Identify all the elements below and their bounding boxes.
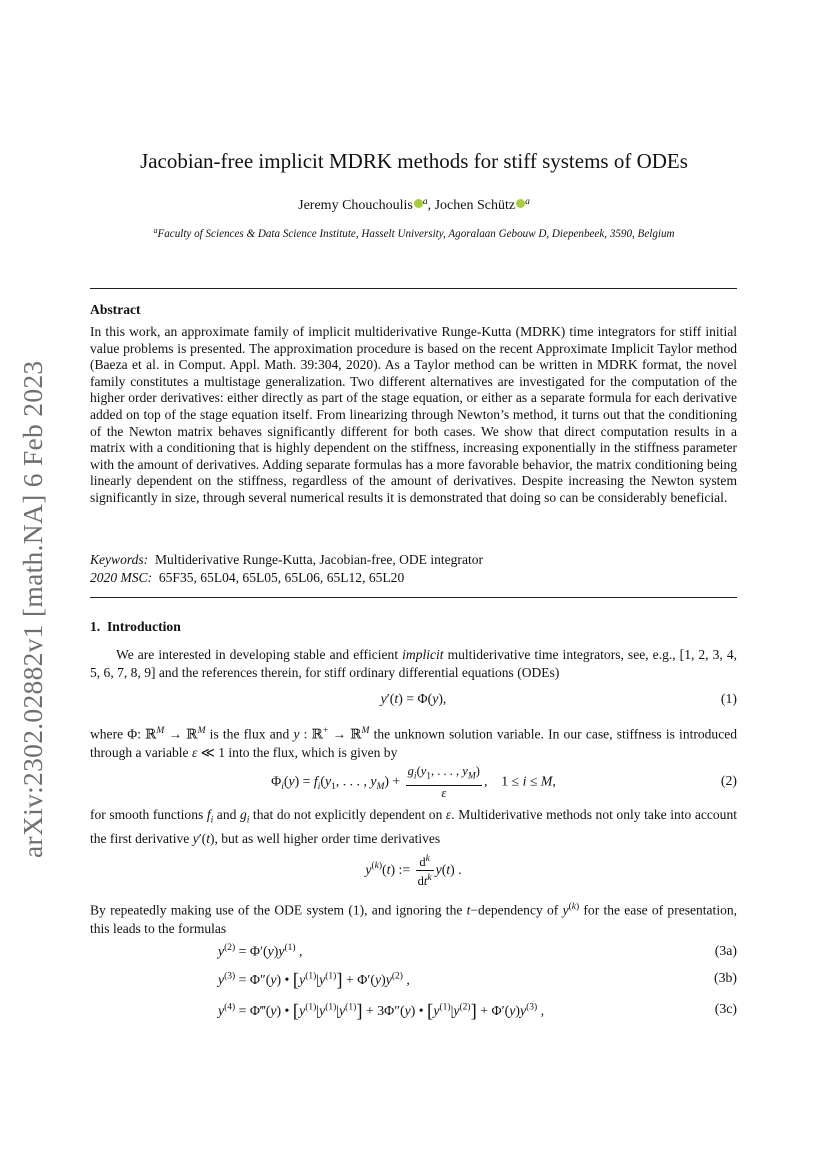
text-run: for the ease of presentation, this leads to the formulas	[90, 902, 738, 936]
section-number: 1.	[90, 619, 101, 634]
equation-body: y′(t) = Φ(y),	[380, 691, 447, 706]
text-run: where Φ: ℝ	[90, 726, 157, 742]
text-run: : ℝ	[299, 726, 323, 742]
text-run: is the flux and	[205, 726, 294, 742]
text-run: for smooth functions	[90, 807, 207, 822]
author-list	[90, 197, 738, 214]
formulas-paragraph: By repeatedly making use of the ODE system (1), and ignoring the t−dependency of $y^{(k)}$ for the ease of presentation, this leads to the formulas	[90, 902, 738, 936]
equation-number: (1)	[720, 691, 737, 706]
abstract-heading: Abstract	[90, 302, 141, 317]
text-run: the unknown solution variable. In our case, stiffness is introduced through a variable	[90, 726, 737, 760]
equation-body: $\Phi_i(y) = f_i(y_1$, . . . , $y_M$) + $\frac{g_i(y_1, . . . , y_M)}{\varepsilon}$ , 1 ≤ i ≤ M,	[271, 764, 556, 800]
emphasis: implicit	[402, 647, 444, 662]
affiliation-mark: a	[525, 197, 530, 207]
equation-number: (2)	[720, 773, 737, 788]
text-run: ≪ 1 into the flux, which is given by	[197, 744, 398, 760]
affiliation-mark: a	[422, 197, 428, 207]
smooth-functions-paragraph: for smooth functions $f_i$ and $g_i$ that do not explicitly dependent on ε. Multiderivative methods not only take into account the first derivative y′(t), but as well higher order time derivatives	[90, 807, 737, 846]
equation-1	[90, 686, 737, 714]
equation-number: (3c)	[714, 1001, 737, 1016]
msc-value: 65F35, 65L04, 65L05, 65L06, 65L12, 65L20	[158, 570, 405, 585]
orcid-icon[interactable]	[516, 199, 525, 208]
author-name: Jeremy Chouchoulis	[298, 198, 413, 213]
msc-line	[90, 569, 483, 587]
intro-paragraph	[90, 646, 737, 682]
math-symbol: y	[293, 726, 300, 742]
equation-body: $y^{(2)} = \Phi'(y)y^{(1)}$ ,	[218, 943, 303, 959]
text-run: , but as well higher order time derivatives	[214, 830, 441, 846]
author-separator: ,	[427, 198, 435, 213]
text-run: → ℝ	[164, 726, 198, 742]
equation-3c	[90, 996, 737, 1024]
equation-body: $y^{(3)} = \Phi''(y)$ • $[y^{(1)}|y^{(1)}] + \Phi'(y)y^{(2)}$ ,	[218, 970, 410, 991]
text-run: → ℝ	[328, 726, 362, 742]
section-heading	[90, 619, 181, 635]
keywords-value: Multiderivative Runge-Kutta, Jacobian-free, ODE integrator	[154, 552, 484, 567]
text-run: and	[213, 807, 240, 822]
equation-body: $y^{(k)}(t)$ := $\frac{d^k}{dt^k}$ y(t) .	[365, 854, 462, 889]
divider	[90, 597, 737, 598]
equation-number: (3a)	[714, 943, 737, 958]
equation-body: $y^{(4)}$ = Φ‴(y) • $[y^{(1)}|y^{(1)}|y^{(1)}] + 3\Phi''(y)$ • $[y^{(1)}|y^{(2)}] + \Phi'(y)y^{(3)}$ ,	[218, 1001, 545, 1022]
flux-paragraph: where Φ: ℝ$^M$ → ℝ$^M$ is the flux and y : ℝ+ → ℝ$^M$ the unknown solution variable. In our case, stiffness is introduced through a variable ε ≪ 1 into the flux, which is given by	[90, 726, 737, 760]
msc-label: 2020 MSC:	[90, 570, 153, 585]
paper-title: Jacobian-free implicit MDRK methods for stiff systems of ODEs	[140, 149, 688, 173]
equation-derivative-def	[90, 851, 737, 887]
divider	[90, 288, 737, 289]
equation-3b	[90, 965, 737, 993]
section-title: Introduction	[107, 619, 181, 634]
affiliation	[90, 226, 738, 240]
arxiv-identifier-stamp[interactable]: arXiv:2302.02882v1 [math.NA] 6 Feb 2023	[17, 360, 48, 858]
text-run: that do not explicitly dependent on	[249, 807, 446, 822]
text-run: We are interested in developing stable and efficient	[116, 647, 403, 662]
math-symbol: ε	[191, 744, 198, 760]
affiliation-mark: a	[153, 226, 158, 235]
keywords-label: Keywords:	[90, 552, 149, 567]
orcid-icon[interactable]	[414, 199, 423, 208]
affiliation-text: Faculty of Sciences & Data Science Institute, Hasselt University, Agoralaan Gebouw D, Diepenbeek, 3590, Belgium	[157, 228, 675, 240]
text-run: −dependency of	[470, 902, 563, 918]
equation-3a	[90, 938, 737, 966]
equation-number: (3b)	[714, 970, 737, 985]
text-run: . Multiderivative methods not only take into account the first derivative	[90, 807, 737, 846]
keywords-line	[90, 551, 483, 569]
text-run: multiderivative time integrators, see, e.g., [1, 2, 3, 4, 5, 6, 7, 8, 9] and the references therein, for stiff ordinary differential equations (ODEs)	[90, 647, 738, 680]
keywords-block	[90, 551, 483, 587]
author-name: Jochen Schütz	[434, 198, 516, 213]
abstract-text: In this work, an approximate family of implicit multiderivative Runge-Kutta (MDRK) time integrators for stiff initial value problems is presented. The approximation procedure is based on the recent Approximate Implicit Taylor method (Baeza et al. in Comput. Appl. Math. 39:304, 2020). As a Taylor method can be written in MDRK format, the novel family constitutes a multistage generalization. Two different alternatives are investigated for the computation of the higher order derivatives: either directly as part of the stage equation, or either as a separate formula for each derivative added on top of the stage equation itself. From linearizing through Newton’s method, it turns out that the conditioning of the Newton matrix behaves significantly different for both cases. We show that direct computation results in a matrix with a conditioning that is highly dependent on the stiffness, increasing exponentially in the stiffness parameter with the amount of derivatives. Adding separate formulas has a more favorable behavior, the matrix conditioning being linearly dependent on the stiffness, regardless of the amount of derivatives. Despite increasing the Newton system significantly in size, through several numerical results it is demonstrated that doing so can be considerably beneficial.	[90, 324, 737, 505]
text-run: By repeatedly making use of the ODE system (1), and ignoring the	[90, 902, 467, 918]
equation-2	[90, 763, 737, 799]
